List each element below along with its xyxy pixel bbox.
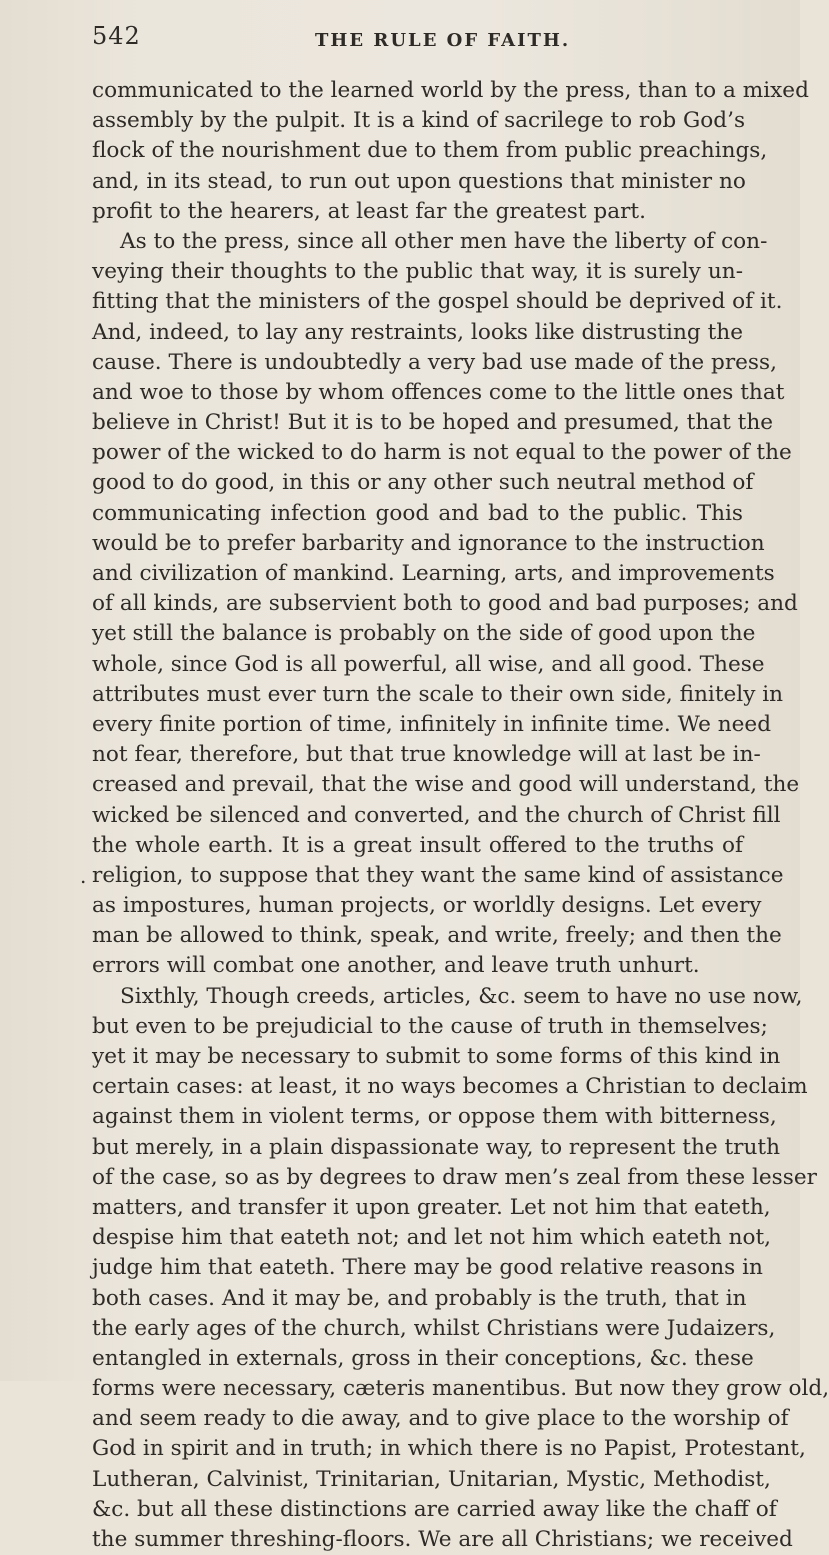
text-line: assembly by the pulpit. It is a kind of sacrilege to rob God’s [92,108,746,134]
text-line: and woe to those by whom offences come to the little ones that [92,379,785,405]
text-line: man be allowed to think, speak, and write, freely; and then the [92,923,782,949]
text-line: the summer threshing-floors. We are all Christians; we received [92,1527,793,1552]
text-line: believe in Christ! But it is to be hoped and presumed, that the [92,410,774,436]
page-number: 542 [92,22,141,50]
text-line: fitting that the ministers of the gospel should be deprived of it. [92,289,783,315]
text-line: cause. There is undoubtedly a very bad use made of the press, [92,349,777,375]
text-line: of the case, so as by degrees to draw men’s zeal from these lesser [92,1164,817,1190]
text-line: certain cases: at least, it no ways becomes a Christian to declaim [92,1074,808,1100]
text-line: and civilization of mankind. Learning, arts, and improvements [92,561,775,586]
text-line: And, indeed, to lay any restraints, looks like distrusting the [92,319,743,345]
margin-mark: . [80,864,87,888]
text-line: but even to be prejudicial to the cause of truth in themselves; [92,1013,768,1039]
text-line: attributes must ever turn the scale to their own side, finitely in [92,681,784,707]
text-line: forms were necessary, cæteris manentibus. But now they grow old, [92,1376,829,1402]
text-line: Sixthly, Though creeds, articles, &c. seem to have no use now, [120,983,803,1009]
text-line: profit to the hearers, at least far the greatest part. [92,198,646,224]
text-line: flock of the nourishment due to them from public preachings, [92,138,768,164]
text-line: errors will combat one another, and leave truth unhurt. [92,953,700,979]
text-line: yet still the balance is probably on the side of good upon the [92,621,756,647]
text-line: entangled in externals, gross in their conceptions, &c. these [92,1345,754,1371]
text-line: of all kinds, are subservient both to good and bad purposes; and [92,591,798,617]
text-line: As to the press, since all other men have the liberty of con- [120,228,768,254]
running-title: THE RULE OF FAITH. [315,30,571,51]
text-line: yet it may be necessary to submit to some forms of this kind in [92,1044,781,1069]
text-line: and seem ready to die away, and to give place to the worship of [92,1406,789,1432]
text-line: religion, to suppose that they want the same kind of assistance [92,862,784,888]
text-line: every finite portion of time, infinitely in infinite time. We need [92,711,772,737]
text-line: not fear, therefore, but that true knowledge will at last be in- [92,742,761,768]
text-line: and, in its stead, to run out upon questions that minister no [92,168,746,194]
text-line: veying their thoughts to the public that way, it is surely un- [92,259,743,285]
text-line: against them in violent terms, or oppose them with bitterness, [92,1104,777,1130]
text-line: despise him that eateth not; and let not him which eateth not, [92,1225,772,1251]
text-line: matters, and transfer it upon greater. Let not him that eateth, [92,1194,771,1220]
text-line: as impostures, human projects, or worldly designs. Let every [92,893,762,919]
text-line: the early ages of the church, whilst Christians were Judaizers, [92,1315,776,1341]
text-line: the whole earth. It is a great insult offered to the truths of [92,832,743,858]
text-line: creased and prevail, that the wise and good will understand, the [92,772,800,798]
text-line: communicating infection good and bad to the public. This [92,500,743,526]
text-line: wicked be silenced and converted, and the church of Christ fill [92,802,781,828]
text-line: judge him that eateth. There may be good relative reasons in [92,1255,763,1281]
text-line: God in spirit and in truth; in which there is no Papist, Protestant, [92,1436,806,1462]
body-text [92,76,829,1555]
text-line: whole, since God is all powerful, all wise, and all good. These [92,651,765,677]
text-line: but merely, in a plain dispassionate way, to represent the truth [92,1134,780,1160]
text-line: &c. but all these distinctions are carried away like the chaff of [92,1496,777,1522]
page-header [92,22,732,62]
text-line: power of the wicked to do harm is not equal to the power of the [92,440,792,466]
text-line: Lutheran, Calvinist, Trinitarian, Unitarian, Mystic, Methodist, [92,1466,771,1492]
text-line: would be to prefer barbarity and ignorance to the instruction [92,530,765,556]
text-line: good to do good, in this or any other such neutral method of [92,470,754,496]
text-line: communicated to the learned world by the press, than to a mixed [92,78,809,103]
text-line: both cases. And it may be, and probably is the truth, that in [92,1285,747,1311]
